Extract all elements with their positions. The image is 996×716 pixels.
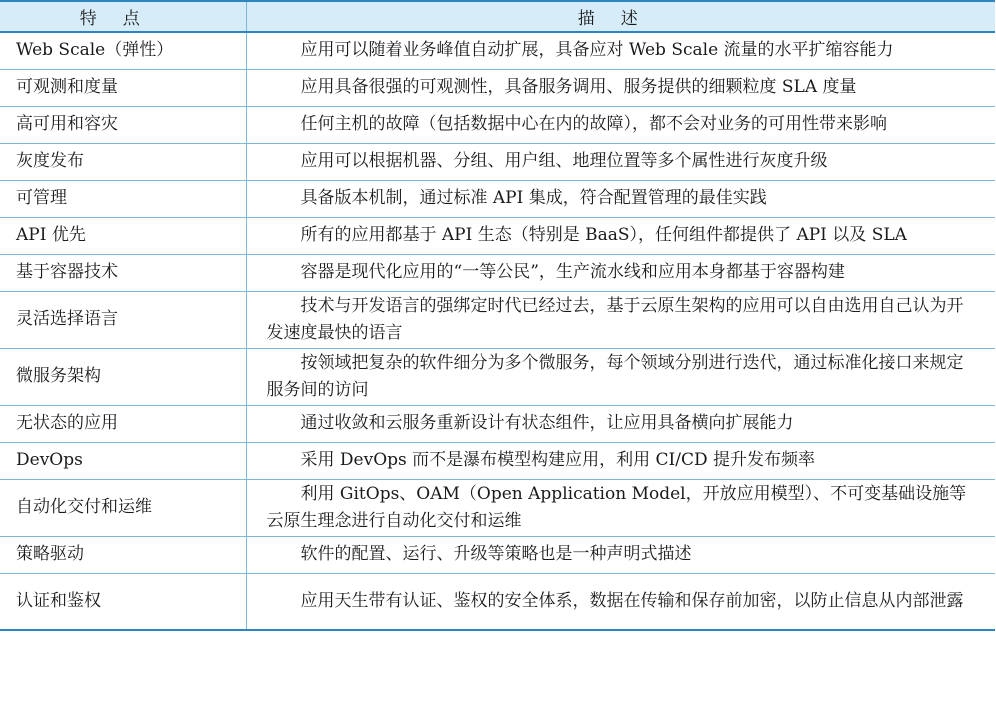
- description-cell: 按领域把复杂的软件细分为多个微服务，每个领域分别进行迭代，通过标准化接口来规定服务间的访问: [246, 348, 995, 405]
- table-row: [0, 217, 995, 254]
- feature-cell: 高可用和容灾: [0, 106, 246, 143]
- table-row: [0, 143, 995, 180]
- table-row: [0, 106, 995, 143]
- description-cell: 应用可以随着业务峰值自动扩展，具备应对 Web Scale 流量的水平扩缩容能力: [246, 32, 995, 69]
- feature-cell: 认证和鉴权: [0, 573, 246, 630]
- table-row: [0, 32, 995, 69]
- feature-cell: Web Scale（弹性）: [0, 32, 246, 69]
- table-row: [0, 442, 995, 479]
- feature-cell: 可管理: [0, 180, 246, 217]
- table-row: [0, 405, 995, 442]
- description-cell: 应用天生带有认证、鉴权的安全体系，数据在传输和保存前加密，以防止信息从内部泄露: [246, 573, 995, 630]
- table-header-row: [0, 1, 995, 32]
- header-description: 描述: [246, 1, 995, 32]
- description-cell: 采用 DevOps 而不是瀑布模型构建应用，利用 CI/CD 提升发布频率: [246, 442, 995, 479]
- feature-cell: 基于容器技术: [0, 254, 246, 291]
- description-cell: 任何主机的故障（包括数据中心在内的故障），都不会对业务的可用性带来影响: [246, 106, 995, 143]
- table-row: [0, 536, 995, 573]
- description-cell: 应用可以根据机器、分组、用户组、地理位置等多个属性进行灰度升级: [246, 143, 995, 180]
- description-cell: 利用 GitOps、OAM（Open Application Model，开放应用模型）、不可变基础设施等云原生理念进行自动化交付和运维: [246, 479, 995, 536]
- table-row: [0, 348, 995, 405]
- table-row: [0, 479, 995, 536]
- feature-cell: 灰度发布: [0, 143, 246, 180]
- description-cell: 软件的配置、运行、升级等策略也是一种声明式描述: [246, 536, 995, 573]
- table-row: [0, 180, 995, 217]
- table-row: [0, 291, 995, 348]
- feature-cell: DevOps: [0, 442, 246, 479]
- feature-cell: 自动化交付和运维: [0, 479, 246, 536]
- feature-cell: 灵活选择语言: [0, 291, 246, 348]
- description-cell: 容器是现代化应用的“一等公民”，生产流水线和应用本身都基于容器构建: [246, 254, 995, 291]
- description-cell: 应用具备很强的可观测性，具备服务调用、服务提供的细颗粒度 SLA 度量: [246, 69, 995, 106]
- description-cell: 所有的应用都基于 API 生态（特别是 BaaS），任何组件都提供了 API 以及 SLA: [246, 217, 995, 254]
- table-row: [0, 69, 995, 106]
- description-cell: 技术与开发语言的强绑定时代已经过去，基于云原生架构的应用可以自由选用自己认为开发速度最快的语言: [246, 291, 995, 348]
- feature-cell: 微服务架构: [0, 348, 246, 405]
- table-row: [0, 573, 995, 630]
- feature-cell: 无状态的应用: [0, 405, 246, 442]
- description-cell: 通过收敛和云服务重新设计有状态组件，让应用具备横向扩展能力: [246, 405, 995, 442]
- feature-cell: 策略驱动: [0, 536, 246, 573]
- table-row: [0, 254, 995, 291]
- description-cell: 具备版本机制，通过标准 API 集成，符合配置管理的最佳实践: [246, 180, 995, 217]
- feature-cell: 可观测和度量: [0, 69, 246, 106]
- header-feature: 特点: [0, 1, 246, 32]
- feature-cell: API 优先: [0, 217, 246, 254]
